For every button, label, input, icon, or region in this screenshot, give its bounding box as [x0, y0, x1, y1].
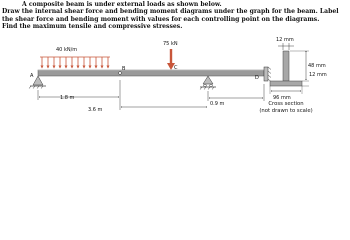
point-d-label: D: [255, 75, 259, 81]
distributed-load: [40, 57, 110, 68]
dimension-cd: [208, 84, 264, 101]
distributed-load-label: 40 kN/m: [56, 47, 78, 53]
point-a-label: A: [30, 73, 34, 79]
point-c-label: C: [174, 65, 178, 71]
cross-section: [270, 43, 309, 94]
dimension-cd-label: 0.9 m: [210, 101, 225, 107]
point-load-label: 75 kN: [163, 41, 178, 47]
cross-section-caption: [252, 101, 320, 115]
cross-section-caption-line1: Cross section: [268, 101, 304, 107]
cross-section-top-width: 12 mm: [276, 37, 294, 43]
dimension-ab: [38, 80, 120, 100]
problem-line-4: Find the maximum tensile and compressive stresses.: [2, 22, 183, 30]
cross-section-web-height: 48 mm: [308, 63, 326, 69]
beam: [38, 70, 264, 76]
dimension-ab-label: 1.8 m: [60, 95, 75, 101]
problem-line-3: the shear force and bending moment with values for each controlling point on the diagrams.: [2, 15, 320, 23]
cross-section-caption-line2: (not drawn to scale): [259, 107, 313, 114]
problem-line-2: Draw the internal shear force and bending moment diagrams under the graph for the beam. Label: [2, 8, 339, 16]
hinge-b: [119, 72, 122, 75]
support-d: [264, 67, 271, 82]
dimension-total: [120, 100, 207, 110]
point-b-label: B: [122, 66, 126, 72]
problem-line-1: A composite beam is under external loads as shown below.: [22, 1, 222, 8]
dimension-total-label: 3.6 m: [88, 107, 103, 113]
cross-section-bottom-width: 96 mm: [273, 95, 291, 101]
support-c: [200, 76, 216, 90]
cross-section-flange-thickness: 12 mm: [309, 72, 327, 78]
